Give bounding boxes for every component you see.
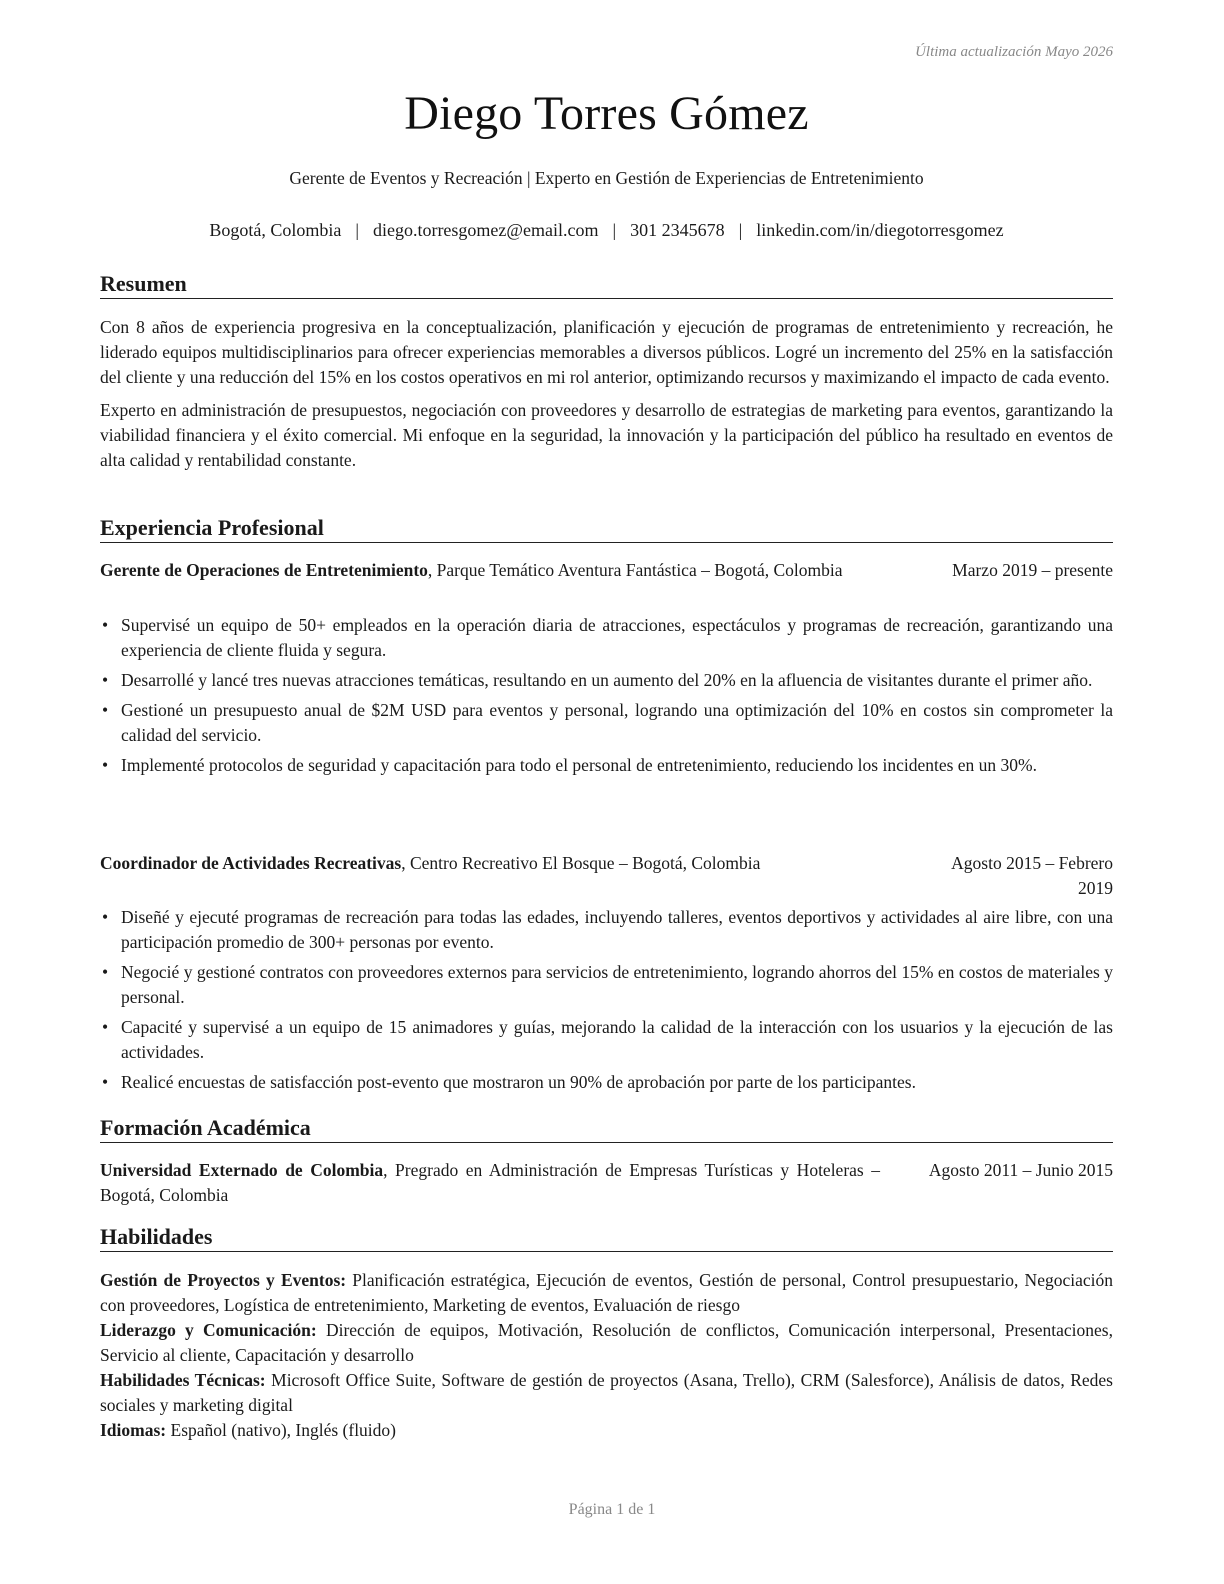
section-title-summary: Resumen <box>100 270 1113 299</box>
education-institution: Universidad Externado de Colombia <box>100 1160 384 1180</box>
page-number: Página 1 de 1 <box>568 1501 656 1518</box>
list-item <box>100 960 1113 1010</box>
bullet-text: Gestioné un presupuesto anual de $2M USD para eventos y personal, logrando una optimización del 10% en costos sin comprometer la calidad del servicio. <box>121 700 1113 745</box>
skills-block <box>100 1268 1113 1443</box>
contact-separator: | <box>355 220 359 240</box>
job-header <box>100 558 1113 583</box>
list-item <box>100 698 1113 748</box>
job-bullets <box>100 613 1113 783</box>
summary-block <box>100 315 1113 473</box>
contact-separator: | <box>738 220 743 240</box>
education-title <box>100 1158 880 1208</box>
job-dates: Agosto 2015 – Febrero 2019 <box>951 853 1113 898</box>
skill-text: Microsoft Office Suite, Software de gestión de proyectos (Asana, Trello), CRM (Salesforce), Análisis de datos, Redes sociales y marketing digital <box>100 1370 1113 1415</box>
bullet-icon: • <box>102 700 109 720</box>
bullet-icon: • <box>102 615 109 635</box>
skill-item <box>100 1418 1113 1443</box>
skill-label: Idiomas: <box>100 1420 167 1440</box>
job-bullets <box>100 905 1113 1100</box>
job-title <box>100 558 890 583</box>
skill-label: Gestión de Proyectos y Eventos: <box>100 1270 347 1290</box>
education-degree: , Pregrado en Administración de Empresas Turísticas y Hoteleras – Bogotá, Colombia <box>100 1160 881 1205</box>
list-item <box>100 753 1113 778</box>
section-title-skills: Habilidades <box>100 1223 1113 1252</box>
job-title <box>100 851 940 876</box>
contact-location: Bogotá, Colombia <box>209 220 342 240</box>
skill-text: Dirección de equipos, Motivación, Resolución de conflictos, Comunicación interpersonal, Presentaciones, Servicio al cliente, Capacitación y desarrollo <box>100 1320 1113 1365</box>
job-role: Gerente de Operaciones de Entretenimiento <box>100 560 428 580</box>
job-dates: Marzo 2019 – presente <box>952 560 1113 580</box>
bullet-icon: • <box>102 755 109 775</box>
job-header <box>100 851 1113 898</box>
bullet-text: Realicé encuestas de satisfacción post-evento que mostraron un 90% de aprobación por parte de los participantes. <box>121 1072 916 1092</box>
section-title-education: Formación Académica <box>100 1114 1113 1143</box>
contact-separator: | <box>612 220 617 240</box>
education-dates: Agosto 2011 – Junio 2015 <box>928 1160 1113 1180</box>
contact-email[interactable]: diego.torresgomez@email.com <box>372 220 599 240</box>
bullet-icon: • <box>102 962 109 982</box>
education-entry <box>100 1158 1113 1208</box>
bullet-icon: • <box>102 1017 109 1037</box>
bullet-text: Implementé protocolos de seguridad y capacitación para todo el personal de entretenimiento, reduciendo los incidentes en un 30%. <box>121 755 1038 775</box>
contact-linkedin[interactable]: linkedin.com/in/diegotorresgomez <box>756 220 1004 240</box>
bullet-icon: • <box>102 1072 109 1092</box>
contact-phone: 301 2345678 <box>630 220 725 240</box>
skill-item <box>100 1318 1113 1368</box>
bullet-text: Negocié y gestioné contratos con proveedores externos para servicios de entretenimiento, logrando ahorros del 15% en costos de materiales y personal. <box>121 962 1113 1007</box>
job-organization: , Parque Temático Aventura Fantástica – Bogotá, Colombia <box>427 560 843 580</box>
skill-item <box>100 1368 1113 1418</box>
bullet-text: Diseñé y ejecuté programas de recreación para todas las edades, incluyendo talleres, eventos deportivos y actividades al aire libre, con una participación promedio de 300+ personas por evento. <box>121 907 1113 952</box>
section-title-experience: Experiencia Profesional <box>100 514 1113 543</box>
bullet-text: Capacité y supervisé a un equipo de 15 animadores y guías, mejorando la calidad de la interacción con los usuarios y la ejecución de las actividades. <box>121 1017 1113 1062</box>
list-item <box>100 905 1113 955</box>
list-item <box>100 668 1113 693</box>
candidate-name: Diego Torres Gómez <box>404 87 809 140</box>
summary-paragraph: Experto en administración de presupuestos, negociación con proveedores y desarrollo de estrategias de marketing para eventos, garantizando la viabilidad financiera y el éxito comercial. Mi enfoque en la seguridad, la innovación y la participación del público ha resultado en eventos de alta calidad y rentabilidad constante. <box>100 400 1113 470</box>
job-organization: , Centro Recreativo El Bosque – Bogotá, Colombia <box>401 853 761 873</box>
list-item <box>100 1015 1113 1065</box>
tagline: Gerente de Eventos y Recreación | Experto en Gestión de Experiencias de Entretenimiento <box>289 168 924 188</box>
skill-label: Liderazgo y Comunicación: <box>100 1320 317 1340</box>
last-updated: Última actualización Mayo 2026 <box>915 44 1113 60</box>
skill-text: Planificación estratégica, Ejecución de eventos, Gestión de personal, Control presupuestario, Negociación con proveedores, Logística de entretenimiento, Marketing de eventos, Evaluación de riesgo <box>100 1270 1113 1315</box>
bullet-text: Desarrollé y lancé tres nuevas atracciones temáticas, resultando en un aumento del 20% en la afluencia de visitantes durante el primer año. <box>121 670 1093 690</box>
bullet-icon: • <box>102 907 109 927</box>
bullet-icon: • <box>102 670 109 690</box>
skill-text: Español (nativo), Inglés (fluido) <box>166 1420 397 1440</box>
skill-label: Habilidades Técnicas: <box>100 1370 266 1390</box>
summary-paragraph: Con 8 años de experiencia progresiva en la conceptualización, planificación y ejecución de programas de entretenimiento y recreación, he liderado equipos multidisciplinarios para ofrecer experiencias memorables a diversos públicos. Logré un incremento del 25% en la satisfacción del cliente y una reducción del 15% en los costos operativos en mi rol anterior, optimizando recursos y maximizando el impacto de cada evento. <box>100 317 1113 387</box>
bullet-text: Supervisé un equipo de 50+ empleados en la operación diaria de atracciones, espectáculos y programas de recreación, garantizando una experiencia de cliente fluida y segura. <box>121 615 1113 660</box>
skill-item <box>100 1268 1113 1318</box>
list-item <box>100 613 1113 663</box>
job-role: Coordinador de Actividades Recreativas <box>100 853 402 873</box>
list-item <box>100 1070 1113 1095</box>
contact-line <box>100 220 1113 241</box>
